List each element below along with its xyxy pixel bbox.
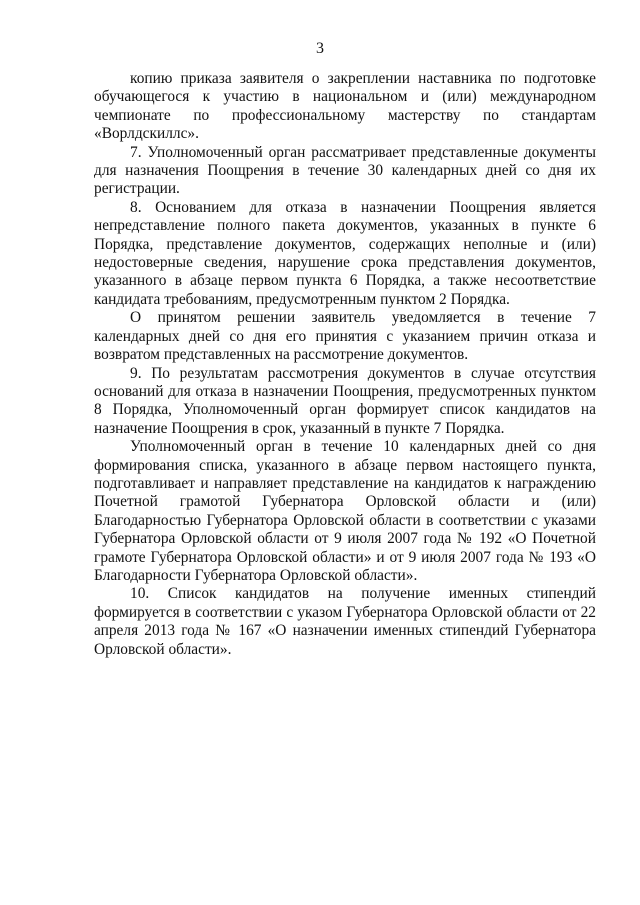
paragraph-item-8: 8. Основанием для отказа в назначении Поощрения является непредставление полного пакета документов, указанных в пункте 6 Порядка, представление документов, содержащих неполные и (или) недостоверные сведения, нарушение срока представления документов, указанного в абзаце первом пункта 6 Порядка, а также несоответствие кандидата требованиям, предусмотренным пунктом 2 Порядка. bbox=[94, 198, 596, 308]
paragraph-notification: О принятом решении заявитель уведомляется в течение 7 календарных дней со дня его принятия с указанием причин отказа и возвратом представленных на рассмотрение документов. bbox=[94, 309, 596, 364]
paragraph-item-7: 7. Уполномоченный орган рассматривает представленные документы для назначения Поощрения в течение 30 календарных дней со дня их регистрации. bbox=[94, 143, 596, 198]
paragraph-item-9: 9. По результатам рассмотрения документов в случае отсутствия оснований для отказа в назначении Поощрения, предусмотренных пунктом 8 Порядка, Уполномоченный орган формирует список кандидатов на назначение Поощрения в срок, указанный в пункте 7 Порядка. bbox=[94, 364, 596, 437]
document-body bbox=[94, 70, 596, 659]
page-number: 3 bbox=[316, 40, 324, 57]
paragraph-award-submission: Уполномоченный орган в течение 10 календарных дней со дня формирования списка, указанного в абзаце первом настоящего пункта, подготавливает и направляет представление на кандидатов к награждению Почетной грамотой Губернатора Орловской области и (или) Благодарностью Губернатора Орловской области в соответствии с указами Губернатора Орловской области от 9 июля 2007 года № 192 «О Почетной грамоте Губернатора Орловской области» и от 9 июля 2007 года № 193 «О Благодарности Губернатора Орловской области». bbox=[94, 438, 596, 584]
paragraph-continuation: копию приказа заявителя о закреплении наставника по подготовке обучающегося к участию в национальном и (или) международном чемпионате по профессиональному мастерству по стандартам «Ворлдскиллс». bbox=[94, 70, 596, 143]
paragraph-item-10: 10. Список кандидатов на получение именных стипендий формируется в соответствии с указом Губернатора Орловской области от 22 апреля 2013 года № 167 «О назначении именных стипендий Губернатора Орловской области». bbox=[94, 585, 596, 658]
